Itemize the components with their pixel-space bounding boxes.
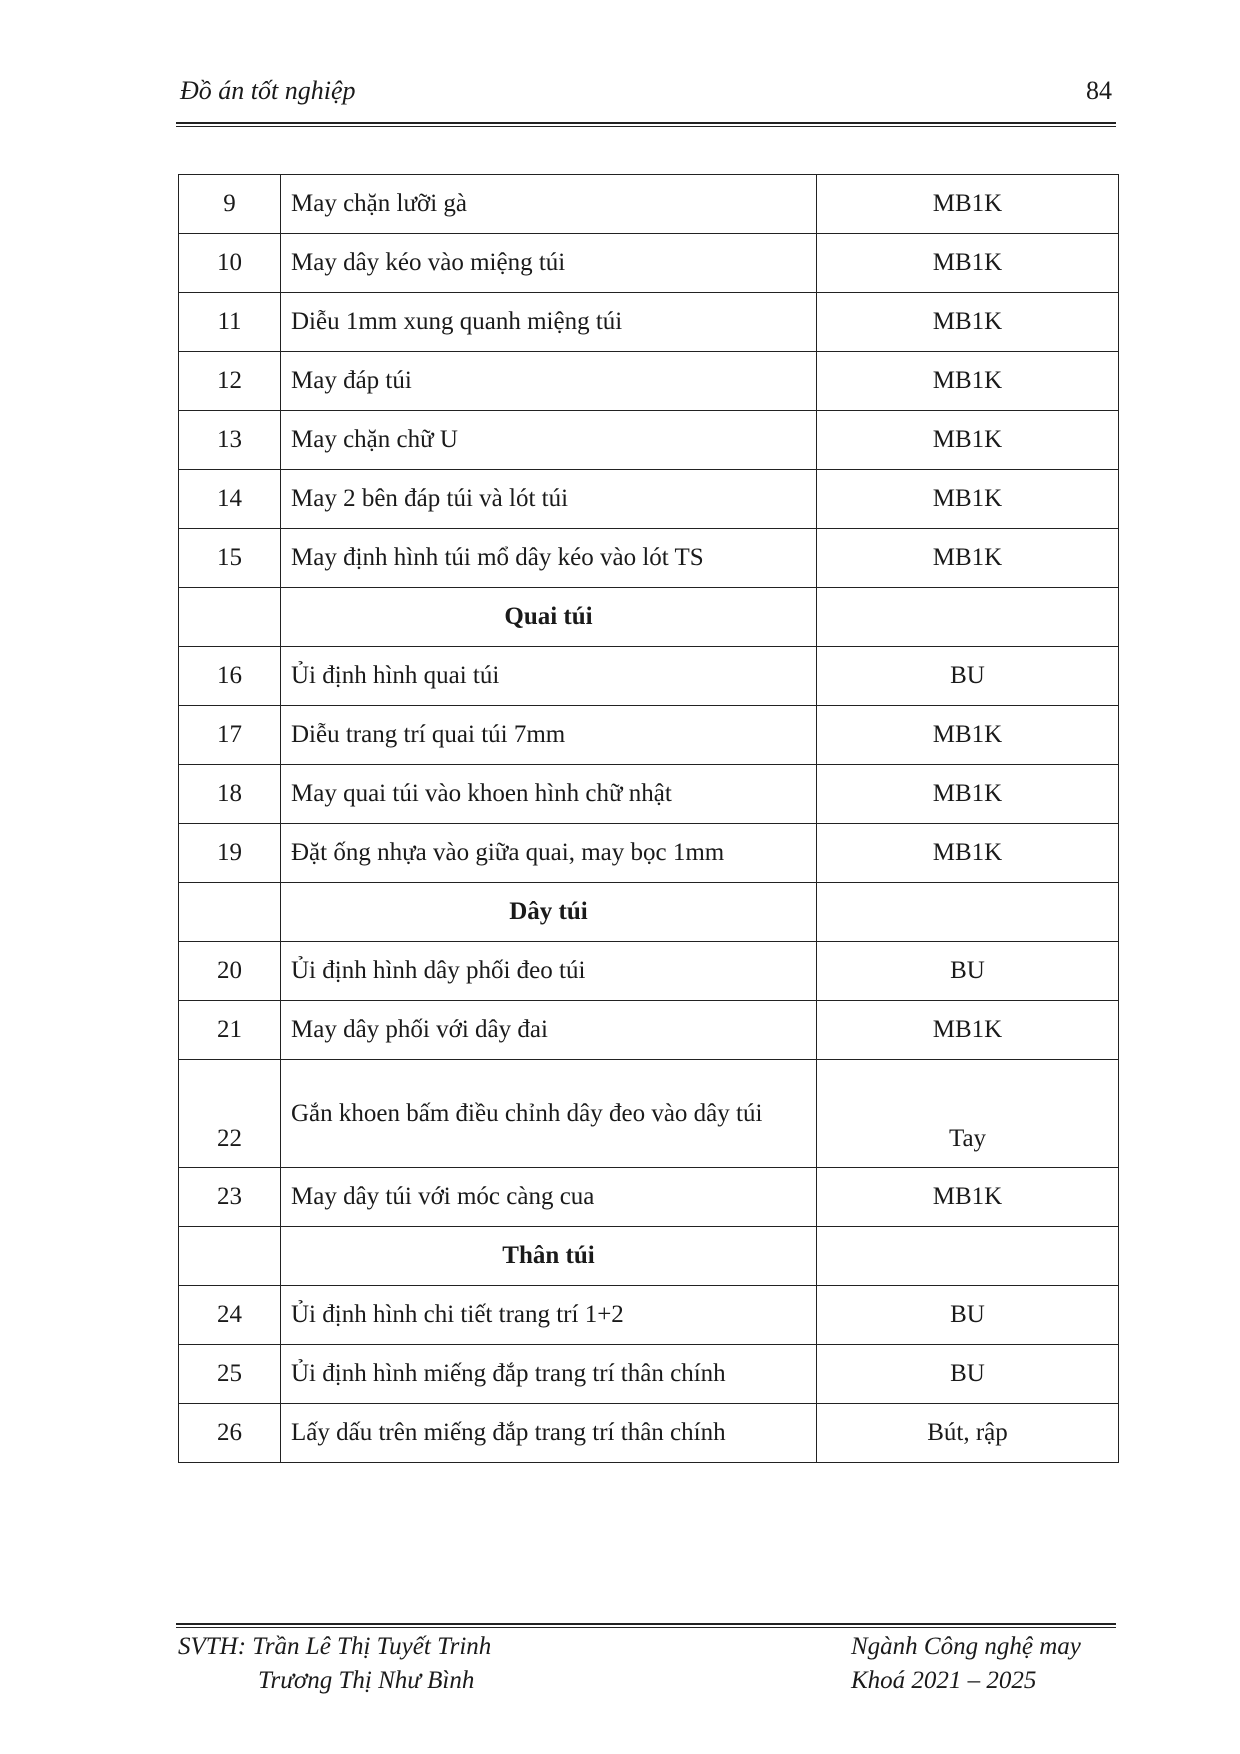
table-cell-number: 24 (179, 1286, 281, 1345)
operations-table-body (179, 175, 1119, 1463)
table-cell-operation: Ủi định hình chi tiết trang trí 1+2 (281, 1286, 817, 1345)
footer-program (851, 1630, 1081, 1698)
table-cell-number: 14 (179, 470, 281, 529)
table-cell-operation: Diễu trang trí quai túi 7mm (281, 706, 817, 765)
table-cell-equipment: Tay (817, 1060, 1119, 1168)
table-cell-number: 19 (179, 824, 281, 883)
table-cell-operation: May dây túi với móc càng cua (281, 1168, 817, 1227)
table-cell-equipment: MB1K (817, 175, 1119, 234)
operations-table (178, 174, 1119, 1463)
table-cell-equipment: MB1K (817, 293, 1119, 352)
operations-table-container (178, 174, 1119, 1463)
table-cell-empty (179, 1227, 281, 1286)
footer-major: Ngành Công nghệ may (851, 1633, 1081, 1660)
table-row (179, 706, 1119, 765)
table-cell-operation: May chặn chữ U (281, 411, 817, 470)
table-cell-equipment: MB1K (817, 824, 1119, 883)
table-row (179, 765, 1119, 824)
table-cell-operation: May dây phối với dây đai (281, 1001, 817, 1060)
table-cell-number: 11 (179, 293, 281, 352)
table-cell-number: 25 (179, 1345, 281, 1404)
table-cell-number: 10 (179, 234, 281, 293)
footer-course: Khoá 2021 – 2025 (851, 1667, 1037, 1694)
table-row (179, 411, 1119, 470)
table-cell-equipment: MB1K (817, 529, 1119, 588)
table-cell-number: 26 (179, 1404, 281, 1463)
page-header (176, 70, 1116, 110)
table-cell-equipment: MB1K (817, 706, 1119, 765)
table-cell-equipment: BU (817, 942, 1119, 1001)
table-row (179, 470, 1119, 529)
table-row (179, 942, 1119, 1001)
table-cell-operation: Đặt ống nhựa vào giữa quai, may bọc 1mm (281, 824, 817, 883)
table-cell-empty (179, 883, 281, 942)
table-row (179, 647, 1119, 706)
table-section-row (179, 883, 1119, 942)
table-cell-number: 17 (179, 706, 281, 765)
table-row (179, 175, 1119, 234)
table-row (179, 234, 1119, 293)
footer-rule (176, 1623, 1116, 1628)
table-cell-number: 12 (179, 352, 281, 411)
table-row (179, 1345, 1119, 1404)
table-cell-operation: May dây kéo vào miệng túi (281, 234, 817, 293)
table-cell-number: 9 (179, 175, 281, 234)
table-cell-operation: Ủi định hình quai túi (281, 647, 817, 706)
table-section-row (179, 1227, 1119, 1286)
table-cell-number: 15 (179, 529, 281, 588)
table-cell-equipment: MB1K (817, 470, 1119, 529)
header-title: Đồ án tốt nghiệp (180, 76, 356, 105)
table-cell-operation: Lấy dấu trên miếng đắp trang trí thân chính (281, 1404, 817, 1463)
table-cell-equipment: MB1K (817, 1001, 1119, 1060)
table-cell-equipment: BU (817, 647, 1119, 706)
table-row (179, 824, 1119, 883)
table-row (179, 1168, 1119, 1227)
table-cell-number: 21 (179, 1001, 281, 1060)
table-cell-operation: May chặn lưỡi gà (281, 175, 817, 234)
table-cell-equipment: MB1K (817, 411, 1119, 470)
table-cell-equipment: BU (817, 1345, 1119, 1404)
table-section-title: Dây túi (281, 883, 817, 942)
footer-student-line-1: SVTH: Trần Lê Thị Tuyết Trinh (178, 1633, 492, 1660)
table-cell-equipment: MB1K (817, 1168, 1119, 1227)
table-cell-number: 16 (179, 647, 281, 706)
table-cell-number: 22 (179, 1060, 281, 1168)
page-number: 84 (1086, 76, 1112, 105)
table-section-title: Quai túi (281, 588, 817, 647)
table-cell-operation: May 2 bên đáp túi và lót túi (281, 470, 817, 529)
table-cell-equipment: Bút, rập (817, 1404, 1119, 1463)
table-cell-number: 13 (179, 411, 281, 470)
table-cell-number: 20 (179, 942, 281, 1001)
table-cell-empty (817, 588, 1119, 647)
header-rule (176, 122, 1116, 127)
table-row (179, 352, 1119, 411)
table-row (179, 1286, 1119, 1345)
table-cell-operation: Ủi định hình miếng đắp trang trí thân chính (281, 1345, 817, 1404)
table-cell-number: 18 (179, 765, 281, 824)
table-row (179, 293, 1119, 352)
table-row (179, 1060, 1119, 1168)
table-cell-equipment: MB1K (817, 765, 1119, 824)
table-cell-empty (817, 1227, 1119, 1286)
table-cell-operation: Diễu 1mm xung quanh miệng túi (281, 293, 817, 352)
table-cell-number: 23 (179, 1168, 281, 1227)
table-cell-empty (179, 588, 281, 647)
table-row (179, 1404, 1119, 1463)
table-cell-equipment: BU (817, 1286, 1119, 1345)
table-cell-equipment: MB1K (817, 234, 1119, 293)
table-cell-operation: Gắn khoen bấm điều chỉnh dây đeo vào dây túi (281, 1060, 817, 1168)
table-section-row (179, 588, 1119, 647)
table-cell-operation: May đáp túi (281, 352, 817, 411)
table-section-title: Thân túi (281, 1227, 817, 1286)
table-cell-operation: May định hình túi mổ dây kéo vào lót TS (281, 529, 817, 588)
table-cell-operation: May quai túi vào khoen hình chữ nhật (281, 765, 817, 824)
table-cell-equipment: MB1K (817, 352, 1119, 411)
table-cell-operation: Ủi định hình dây phối đeo túi (281, 942, 817, 1001)
footer-students (178, 1630, 491, 1698)
table-row (179, 529, 1119, 588)
table-cell-empty (817, 883, 1119, 942)
footer-student-line-2: Trương Thị Như Bình (258, 1667, 475, 1694)
table-row (179, 1001, 1119, 1060)
